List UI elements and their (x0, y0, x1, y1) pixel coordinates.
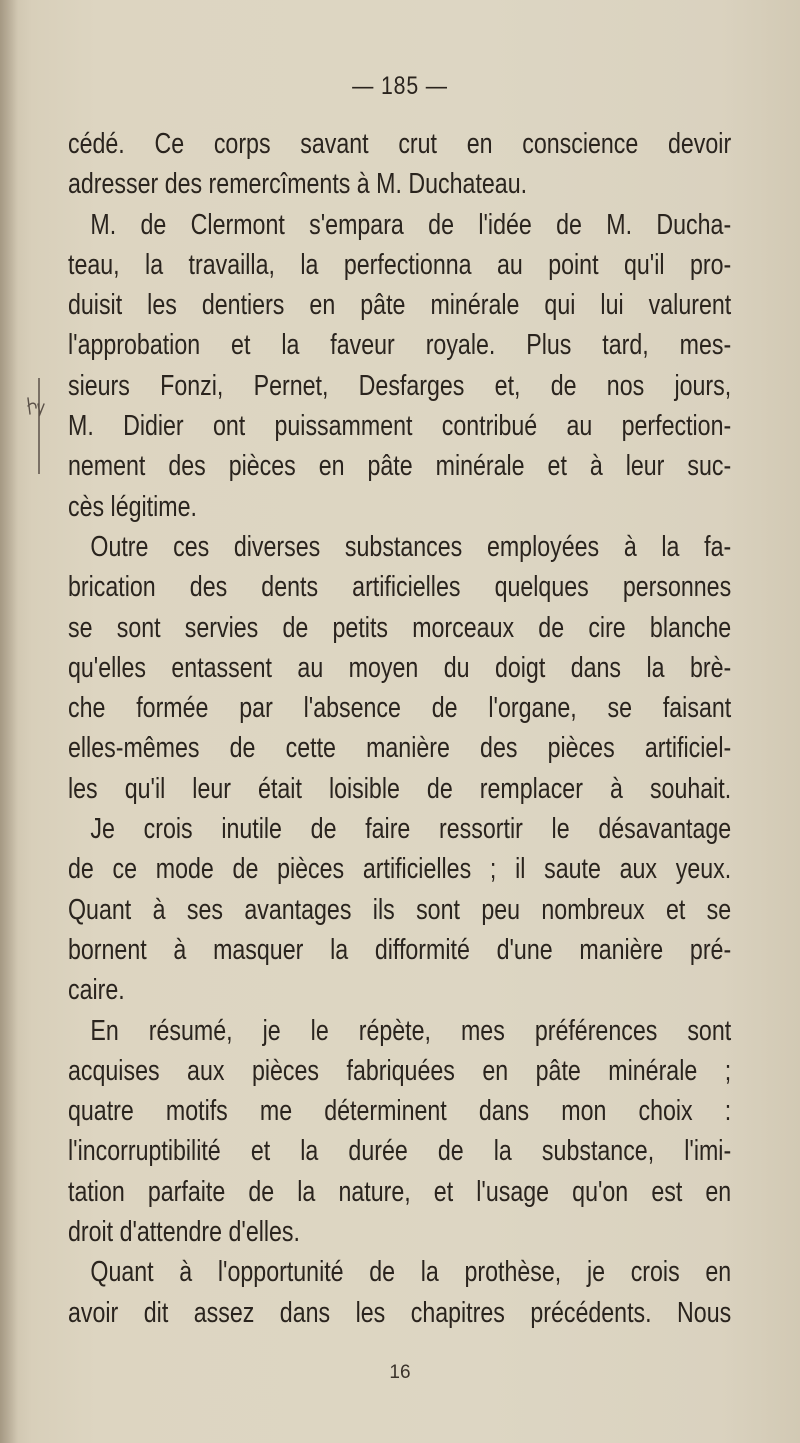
text-line: En résumé, je le répète, mes préférences sont (90, 1014, 732, 1047)
text-line: M. de Clermont s'empara de l'idée de M. Ducha- (90, 208, 732, 241)
text-line: elles-mêmes de cette manière des pièces artificiel- (68, 732, 732, 765)
text-line: de ce mode de pièces artificielles ; il saute aux yeux. (68, 853, 732, 886)
text-line: M. Didier ont puissamment contribué au perfection- (68, 410, 732, 443)
text-line: adresser des remercîments à M. Duchateau. (68, 168, 528, 201)
text-line: avoir dit assez dans les chapitres précédents. Nous (68, 1296, 732, 1329)
margin-annotation-handwritten (24, 392, 54, 444)
handwritten-mark-icon (24, 392, 54, 444)
text-line: droit d'attendre d'elles. (68, 1216, 300, 1249)
text-line: teau, la travailla, la perfectionna au point qu'il pro- (68, 248, 732, 281)
text-line: Je crois inutile de faire ressortir le désavantage (90, 813, 732, 846)
text-line: les qu'il leur était loisible de remplacer à souhait. (68, 772, 732, 805)
signature-mark: 16 (389, 1362, 411, 1383)
text-line: Outre ces diverses substances employées à la fa- (90, 530, 732, 563)
page-number-header: — 185 — (352, 72, 448, 100)
text-line: se sont servies de petits morceaux de cire blanche (68, 611, 732, 644)
text-line: bornent à masquer la difformité d'une manière pré- (68, 933, 732, 966)
text-line: quatre motifs me déterminent dans mon choix : (68, 1095, 732, 1128)
text-line: sieurs Fonzi, Pernet, Desfarges et, de nos jours, (68, 369, 732, 402)
text-line: che formée par l'absence de l'organe, se faisant (68, 692, 732, 725)
text-line: tation parfaite de la nature, et l'usage qu'on est en (68, 1175, 732, 1208)
text-line: duisit les dentiers en pâte minérale qui lui valurent (68, 289, 732, 322)
text-line: nement des pièces en pâte minérale et à leur suc- (68, 450, 732, 483)
text-line: Quant à ses avantages ils sont peu nombreux et se (68, 893, 732, 926)
text-line: l'approbation et la faveur royale. Plus tard, mes- (68, 329, 732, 362)
text-line: l'incorruptibilité et la durée de la substance, l'imi- (68, 1135, 732, 1168)
text-line: caire. (68, 974, 125, 1007)
text-line: brication des dents artificielles quelques personnes (68, 571, 732, 604)
text-line: Quant à l'opportunité de la prothèse, je crois en (90, 1256, 732, 1289)
text-line: cès légitime. (68, 490, 197, 523)
text-line: acquises aux pièces fabriquées en pâte minérale ; (68, 1054, 732, 1087)
page-edge-shadow (0, 0, 18, 1443)
text-line: qu'elles entassent au moyen du doigt dans la brè- (68, 651, 732, 684)
body-text (68, 124, 731, 1333)
text-line: cédé. Ce corps savant crut en conscience devoir (68, 128, 732, 160)
